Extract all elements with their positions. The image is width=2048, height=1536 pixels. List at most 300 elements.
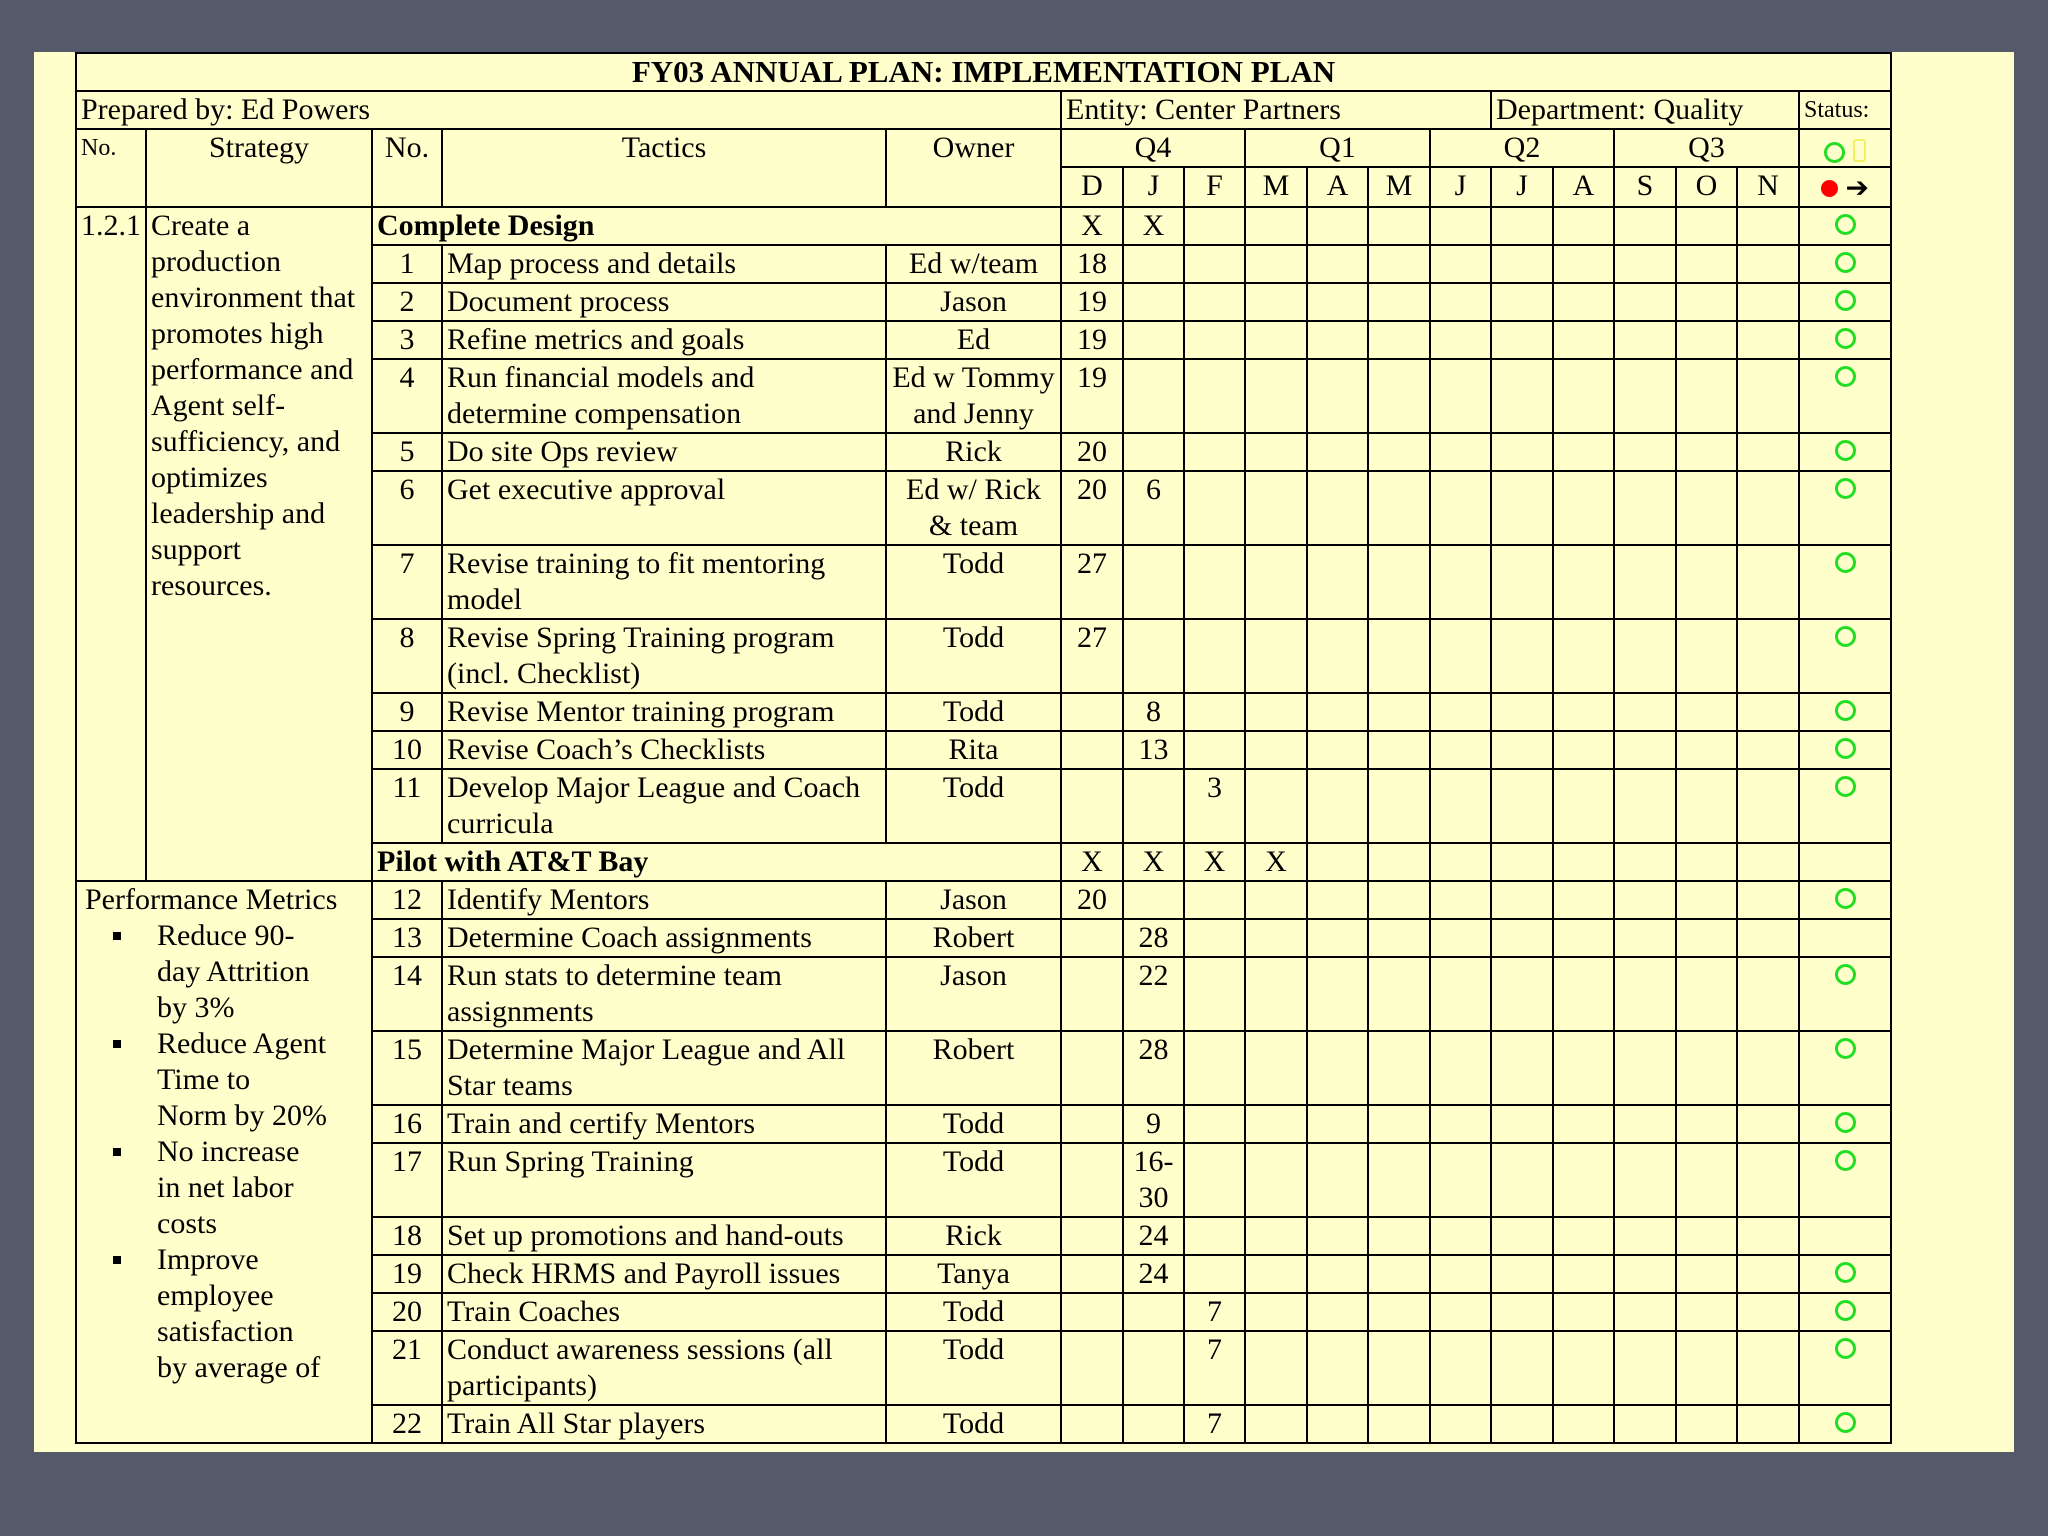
status-legend-bottom — [1799, 167, 1891, 207]
status-cell — [1799, 693, 1891, 731]
tactic-text: Revise Mentor training program — [442, 693, 886, 731]
month-header: N — [1737, 167, 1799, 207]
group-label: Pilot with AT&T Bay — [372, 843, 1061, 881]
month-cell — [1430, 957, 1491, 1031]
month-cell — [1737, 1031, 1799, 1105]
month-cell — [1123, 1331, 1184, 1405]
month-cell — [1061, 1293, 1123, 1331]
month-header: A — [1307, 167, 1368, 207]
month-cell — [1245, 1405, 1307, 1443]
tactic-owner: Todd — [886, 1405, 1061, 1443]
month-cell — [1614, 321, 1676, 359]
month-cell — [1676, 1331, 1737, 1405]
metric-item: No increase in net labor costs — [157, 1134, 327, 1242]
month-cell — [1430, 843, 1491, 881]
quarter-q3: Q3 — [1614, 129, 1799, 167]
tactic-owner: Robert — [886, 919, 1061, 957]
month-cell — [1614, 919, 1676, 957]
month-cell — [1245, 245, 1307, 283]
month-cell — [1184, 1105, 1245, 1143]
tactic-text: Determine Coach assignments — [442, 919, 886, 957]
month-cell — [1676, 1217, 1737, 1255]
month-cell — [1184, 207, 1245, 245]
status-cell — [1799, 1405, 1891, 1443]
status-cell — [1799, 957, 1891, 1031]
month-cell — [1676, 207, 1737, 245]
tactic-number: 4 — [372, 359, 442, 433]
metric-item: Improve employee satisfaction by average of — [157, 1242, 327, 1386]
month-cell — [1614, 359, 1676, 433]
month-cell — [1676, 321, 1737, 359]
month-cell — [1123, 545, 1184, 619]
month-cell — [1123, 769, 1184, 843]
green-circle-icon — [1835, 1038, 1856, 1059]
month-cell — [1553, 843, 1614, 881]
month-cell — [1491, 245, 1553, 283]
month-header: M — [1245, 167, 1307, 207]
month-cell — [1491, 283, 1553, 321]
quarter-q1: Q1 — [1245, 129, 1430, 167]
month-cell — [1245, 433, 1307, 471]
month-cell — [1553, 321, 1614, 359]
month-cell — [1491, 881, 1553, 919]
month-cell: 22 — [1123, 957, 1184, 1031]
month-cell — [1245, 1105, 1307, 1143]
tactic-text: Refine metrics and goals — [442, 321, 886, 359]
month-cell — [1614, 433, 1676, 471]
tactic-owner: Todd — [886, 693, 1061, 731]
month-cell — [1491, 207, 1553, 245]
tactic-text: Get executive approval — [442, 471, 886, 545]
green-circle-icon — [1835, 552, 1856, 573]
tactic-owner: Todd — [886, 1331, 1061, 1405]
month-cell — [1061, 1105, 1123, 1143]
quarter-q2: Q2 — [1430, 129, 1614, 167]
month-cell — [1553, 731, 1614, 769]
month-cell — [1307, 433, 1368, 471]
month-cell — [1123, 433, 1184, 471]
green-circle-icon — [1824, 142, 1845, 163]
month-cell — [1368, 321, 1430, 359]
month-cell: 20 — [1061, 881, 1123, 919]
month-cell — [1061, 1217, 1123, 1255]
tactic-owner: Todd — [886, 1143, 1061, 1217]
month-cell — [1737, 283, 1799, 321]
month-cell — [1184, 881, 1245, 919]
month-cell — [1184, 433, 1245, 471]
green-circle-icon — [1835, 328, 1856, 349]
month-cell — [1245, 919, 1307, 957]
month-cell — [1184, 619, 1245, 693]
month-cell — [1553, 433, 1614, 471]
month-cell — [1491, 1405, 1553, 1443]
month-cell — [1614, 731, 1676, 769]
month-cell — [1737, 619, 1799, 693]
month-cell — [1737, 245, 1799, 283]
status-cell — [1799, 619, 1891, 693]
month-cell — [1184, 919, 1245, 957]
month-cell — [1676, 245, 1737, 283]
month-cell — [1430, 283, 1491, 321]
month-cell — [1553, 1143, 1614, 1217]
month-cell — [1430, 1255, 1491, 1293]
month-cell — [1491, 1255, 1553, 1293]
tactic-text: Document process — [442, 283, 886, 321]
tactic-text: Run stats to determine team assignments — [442, 957, 886, 1031]
tactic-owner: Todd — [886, 619, 1061, 693]
month-cell — [1245, 881, 1307, 919]
green-circle-icon — [1835, 1412, 1856, 1433]
month-cell — [1553, 359, 1614, 433]
month-cell — [1307, 1217, 1368, 1255]
month-cell — [1430, 919, 1491, 957]
month-cell — [1430, 207, 1491, 245]
month-cell — [1676, 433, 1737, 471]
col-tactic-no: No. — [372, 129, 442, 207]
month-cell: 7 — [1184, 1331, 1245, 1405]
tactic-text: Revise training to fit mentoring model — [442, 545, 886, 619]
month-cell — [1307, 207, 1368, 245]
month-cell — [1491, 1217, 1553, 1255]
green-circle-icon — [1835, 776, 1856, 797]
status-legend-top — [1799, 129, 1891, 167]
month-cell — [1123, 619, 1184, 693]
status-cell — [1799, 881, 1891, 919]
tactic-text: Train Coaches — [442, 1293, 886, 1331]
status-cell — [1799, 283, 1891, 321]
strategy-number: 1.2.1 — [76, 207, 146, 881]
month-cell: 27 — [1061, 619, 1123, 693]
month-cell — [1368, 1143, 1430, 1217]
month-cell — [1553, 1217, 1614, 1255]
tactic-number: 7 — [372, 545, 442, 619]
month-header: J — [1123, 167, 1184, 207]
month-cell: 19 — [1061, 359, 1123, 433]
month-cell — [1430, 769, 1491, 843]
month-cell — [1368, 1405, 1430, 1443]
tactic-text: Map process and details — [442, 245, 886, 283]
tactic-owner: Todd — [886, 545, 1061, 619]
col-owner: Owner — [886, 129, 1061, 207]
month-cell — [1676, 545, 1737, 619]
month-cell — [1491, 1105, 1553, 1143]
month-cell — [1307, 1405, 1368, 1443]
month-cell — [1553, 1293, 1614, 1331]
col-strategy: Strategy — [146, 129, 372, 207]
month-cell — [1430, 245, 1491, 283]
tactic-text: Conduct awareness sessions (all participants) — [442, 1331, 886, 1405]
month-cell — [1245, 1331, 1307, 1405]
month-cell — [1491, 471, 1553, 545]
tactic-number: 5 — [372, 433, 442, 471]
month-cell — [1061, 1405, 1123, 1443]
status-cell — [1799, 245, 1891, 283]
month-cell — [1368, 693, 1430, 731]
month-cell: 24 — [1123, 1217, 1184, 1255]
month-cell — [1553, 1255, 1614, 1293]
green-circle-icon — [1835, 1338, 1856, 1359]
month-cell — [1245, 1255, 1307, 1293]
month-cell — [1368, 1293, 1430, 1331]
month-cell — [1184, 321, 1245, 359]
month-cell — [1307, 619, 1368, 693]
month-cell — [1061, 1255, 1123, 1293]
green-circle-icon — [1835, 214, 1856, 235]
tactic-number: 9 — [372, 693, 442, 731]
month-cell — [1368, 1331, 1430, 1405]
month-cell — [1491, 843, 1553, 881]
green-circle-icon — [1835, 888, 1856, 909]
month-cell — [1307, 471, 1368, 545]
month-cell — [1184, 1255, 1245, 1293]
month-cell — [1307, 245, 1368, 283]
month-cell: 16-30 — [1123, 1143, 1184, 1217]
month-cell — [1737, 731, 1799, 769]
month-cell — [1676, 359, 1737, 433]
quarter-q4: Q4 — [1061, 129, 1245, 167]
tactic-text: Revise Coach’s Checklists — [442, 731, 886, 769]
month-cell — [1676, 881, 1737, 919]
tactic-owner: Todd — [886, 1105, 1061, 1143]
status-cell — [1799, 321, 1891, 359]
month-cell — [1368, 1031, 1430, 1105]
col-tactics: Tactics — [442, 129, 886, 207]
month-cell — [1307, 1293, 1368, 1331]
month-cell — [1737, 471, 1799, 545]
tactic-number: 14 — [372, 957, 442, 1031]
tactic-number: 20 — [372, 1293, 442, 1331]
month-cell — [1061, 1331, 1123, 1405]
month-cell — [1491, 957, 1553, 1031]
month-cell — [1676, 1143, 1737, 1217]
month-cell — [1430, 1105, 1491, 1143]
month-cell — [1430, 433, 1491, 471]
tactic-owner: Todd — [886, 769, 1061, 843]
month-cell — [1307, 731, 1368, 769]
month-cell — [1614, 283, 1676, 321]
month-cell — [1368, 359, 1430, 433]
month-cell — [1491, 1293, 1553, 1331]
month-cell — [1553, 769, 1614, 843]
status-cell — [1799, 919, 1891, 957]
tactic-text: Revise Spring Training program (incl. Checklist) — [442, 619, 886, 693]
status-cell — [1799, 843, 1891, 881]
month-cell — [1061, 1143, 1123, 1217]
month-cell — [1553, 1405, 1614, 1443]
green-circle-icon — [1835, 1112, 1856, 1133]
plan-title: FY03 ANNUAL PLAN: IMPLEMENTATION PLAN — [76, 53, 1891, 91]
month-cell — [1676, 693, 1737, 731]
status-cell — [1799, 471, 1891, 545]
month-cell — [1123, 881, 1184, 919]
arrow-right-icon: ➔ — [1845, 171, 1869, 205]
tactic-owner: Ed w/ Rick & team — [886, 471, 1061, 545]
tactic-owner: Jason — [886, 957, 1061, 1031]
month-cell: X — [1061, 843, 1123, 881]
month-cell — [1061, 731, 1123, 769]
green-circle-icon — [1835, 626, 1856, 647]
month-cell — [1737, 321, 1799, 359]
month-header: M — [1368, 167, 1430, 207]
department: Department: Quality — [1491, 91, 1799, 129]
month-cell: 19 — [1061, 283, 1123, 321]
month-cell — [1368, 1217, 1430, 1255]
month-cell — [1553, 471, 1614, 545]
tactic-number: 13 — [372, 919, 442, 957]
month-cell — [1737, 545, 1799, 619]
month-cell — [1368, 919, 1430, 957]
month-cell — [1553, 245, 1614, 283]
month-cell — [1614, 1405, 1676, 1443]
month-cell — [1491, 1143, 1553, 1217]
status-cell — [1799, 1217, 1891, 1255]
tactic-owner: Ed w/team — [886, 245, 1061, 283]
month-cell — [1184, 957, 1245, 1031]
tactic-text: Do site Ops review — [442, 433, 886, 471]
month-cell — [1614, 1217, 1676, 1255]
month-cell — [1245, 471, 1307, 545]
month-cell: 3 — [1184, 769, 1245, 843]
month-header: J — [1430, 167, 1491, 207]
month-cell — [1307, 919, 1368, 957]
month-cell — [1676, 1293, 1737, 1331]
month-header: S — [1614, 167, 1676, 207]
tactic-owner: Todd — [886, 1293, 1061, 1331]
tactic-text: Set up promotions and hand-outs — [442, 1217, 886, 1255]
month-cell — [1368, 1255, 1430, 1293]
month-cell — [1491, 693, 1553, 731]
status-cell — [1799, 769, 1891, 843]
month-cell: X — [1061, 207, 1123, 245]
month-cell — [1737, 1331, 1799, 1405]
tactic-number: 8 — [372, 619, 442, 693]
prepared-by: Prepared by: Ed Powers — [76, 91, 1061, 129]
month-cell — [1737, 433, 1799, 471]
tactic-number: 3 — [372, 321, 442, 359]
tactic-owner: Robert — [886, 1031, 1061, 1105]
month-cell — [1245, 207, 1307, 245]
red-dot-icon — [1821, 180, 1838, 197]
green-circle-icon — [1835, 478, 1856, 499]
tactic-number: 19 — [372, 1255, 442, 1293]
tactic-number: 1 — [372, 245, 442, 283]
col-strategy-no: No. — [76, 129, 146, 207]
month-cell — [1245, 1293, 1307, 1331]
month-cell — [1368, 545, 1430, 619]
tactic-owner: Rick — [886, 1217, 1061, 1255]
month-cell — [1184, 471, 1245, 545]
tactic-number: 22 — [372, 1405, 442, 1443]
month-cell — [1614, 693, 1676, 731]
month-header: O — [1676, 167, 1737, 207]
month-cell — [1123, 1405, 1184, 1443]
tactic-text: Develop Major League and Coach curricula — [442, 769, 886, 843]
month-cell — [1614, 1293, 1676, 1331]
month-cell — [1737, 769, 1799, 843]
month-cell — [1184, 1143, 1245, 1217]
status-cell — [1799, 1031, 1891, 1105]
month-cell — [1307, 1031, 1368, 1105]
month-cell — [1245, 545, 1307, 619]
status-cell — [1799, 545, 1891, 619]
month-cell — [1245, 1217, 1307, 1255]
status-cell — [1799, 1331, 1891, 1405]
month-cell: 7 — [1184, 1293, 1245, 1331]
month-cell — [1430, 881, 1491, 919]
month-cell — [1491, 731, 1553, 769]
month-cell — [1184, 359, 1245, 433]
implementation-plan-table — [75, 52, 1892, 1444]
month-cell: X — [1123, 207, 1184, 245]
month-cell — [1614, 545, 1676, 619]
month-cell — [1430, 1293, 1491, 1331]
month-cell — [1491, 1031, 1553, 1105]
month-cell — [1307, 321, 1368, 359]
tactic-owner: Ed — [886, 321, 1061, 359]
month-cell — [1123, 283, 1184, 321]
month-header: D — [1061, 167, 1123, 207]
month-cell — [1676, 1031, 1737, 1105]
green-circle-icon — [1835, 700, 1856, 721]
tactic-row — [76, 881, 1891, 919]
month-cell — [1245, 769, 1307, 843]
month-cell — [1184, 731, 1245, 769]
month-cell — [1368, 843, 1430, 881]
month-cell — [1737, 1293, 1799, 1331]
group-row — [76, 207, 1891, 245]
month-cell — [1061, 769, 1123, 843]
yellow-box-icon — [1853, 139, 1866, 162]
status-cell — [1799, 1143, 1891, 1217]
month-cell: X — [1123, 843, 1184, 881]
month-cell — [1614, 769, 1676, 843]
month-cell — [1307, 545, 1368, 619]
month-cell: 24 — [1123, 1255, 1184, 1293]
month-cell: 19 — [1061, 321, 1123, 359]
month-cell — [1430, 359, 1491, 433]
month-cell — [1491, 619, 1553, 693]
month-cell — [1307, 283, 1368, 321]
month-cell: 28 — [1123, 919, 1184, 957]
month-cell — [1061, 693, 1123, 731]
month-cell — [1245, 731, 1307, 769]
month-cell — [1676, 471, 1737, 545]
month-cell — [1184, 693, 1245, 731]
month-cell — [1368, 619, 1430, 693]
month-cell — [1245, 321, 1307, 359]
month-cell — [1614, 881, 1676, 919]
month-cell — [1737, 1105, 1799, 1143]
month-cell — [1368, 769, 1430, 843]
month-cell — [1553, 693, 1614, 731]
month-cell — [1676, 919, 1737, 957]
month-cell — [1307, 881, 1368, 919]
month-cell — [1676, 769, 1737, 843]
month-cell — [1491, 919, 1553, 957]
month-cell — [1614, 1031, 1676, 1105]
month-cell: X — [1184, 843, 1245, 881]
month-cell — [1245, 359, 1307, 433]
month-cell: 20 — [1061, 433, 1123, 471]
month-cell — [1614, 619, 1676, 693]
month-cell — [1553, 957, 1614, 1031]
status-cell — [1799, 731, 1891, 769]
tactic-number: 11 — [372, 769, 442, 843]
month-cell — [1307, 1255, 1368, 1293]
month-cell — [1430, 321, 1491, 359]
month-cell — [1614, 245, 1676, 283]
month-cell — [1614, 957, 1676, 1031]
